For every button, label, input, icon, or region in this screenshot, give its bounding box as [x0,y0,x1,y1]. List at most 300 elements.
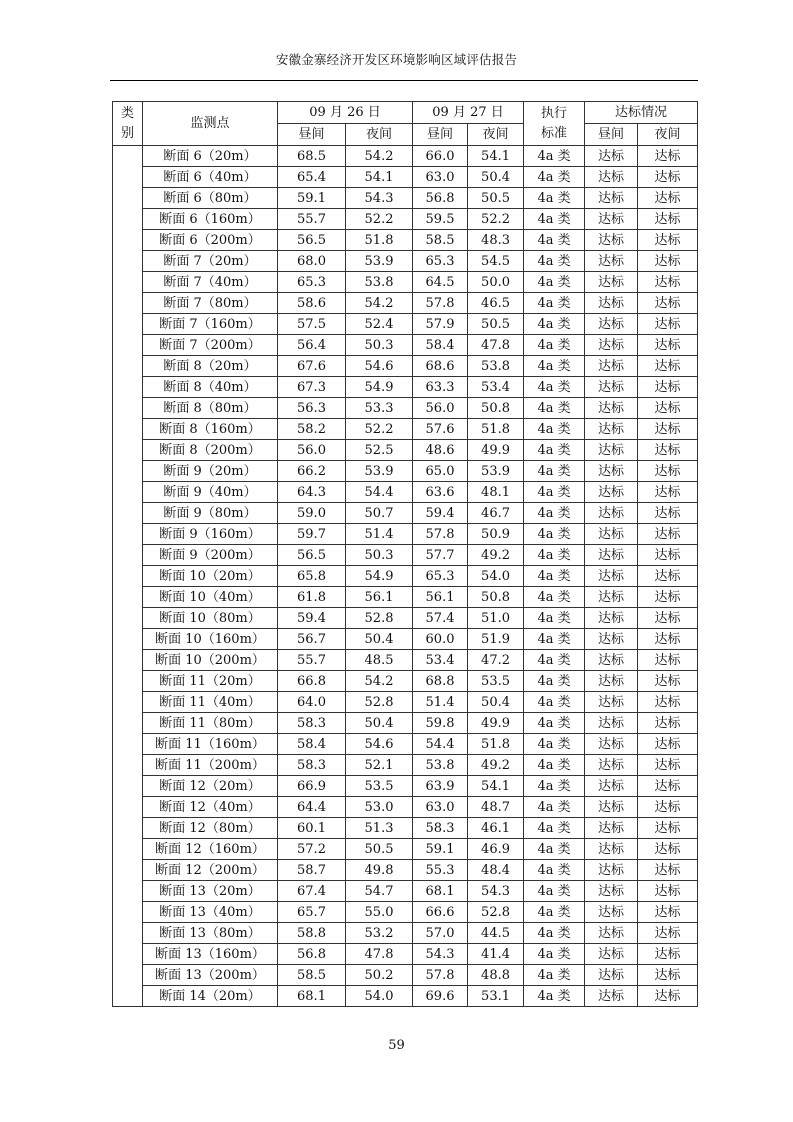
cell-standard: 4a 类 [524,377,585,398]
cell-day-0927: 69.6 [413,986,468,1007]
cell-standard: 4a 类 [524,650,585,671]
cell-night-0926: 54.9 [346,566,413,587]
cell-night-0926: 53.0 [346,797,413,818]
cell-day-0927: 63.0 [413,167,468,188]
cell-night-0927: 54.3 [468,881,524,902]
cell-night-0926: 50.5 [346,839,413,860]
cell-monitoring-point: 断面 7（80m） [143,293,278,314]
cell-day-0926: 67.6 [278,356,346,377]
cell-category [113,146,143,1007]
cell-night-0926: 52.2 [346,419,413,440]
cell-day-compliance: 达标 [585,629,638,650]
cell-monitoring-point: 断面 9（160m） [143,524,278,545]
table-row [113,713,698,734]
cell-monitoring-point: 断面 12（80m） [143,818,278,839]
cell-day-0927: 57.6 [413,419,468,440]
cell-night-0927: 50.4 [468,167,524,188]
cell-standard: 4a 类 [524,188,585,209]
cell-night-compliance: 达标 [638,335,698,356]
cell-standard: 4a 类 [524,692,585,713]
table-row [113,944,698,965]
cell-night-0927: 54.1 [468,776,524,797]
cell-day-0927: 64.5 [413,272,468,293]
cell-night-0927: 53.1 [468,986,524,1007]
cell-monitoring-point: 断面 8（20m） [143,356,278,377]
table-row [113,608,698,629]
cell-day-compliance: 达标 [585,944,638,965]
table-row [113,587,698,608]
header-standard: 执行标准 [524,102,585,146]
cell-day-compliance: 达标 [585,566,638,587]
cell-night-0926: 54.6 [346,734,413,755]
cell-standard: 4a 类 [524,440,585,461]
table-row [113,209,698,230]
page-number: 59 [388,1038,405,1053]
header-night-compliance: 夜间 [638,124,698,146]
table-row [113,734,698,755]
table-row [113,230,698,251]
cell-night-0927: 54.0 [468,566,524,587]
cell-monitoring-point: 断面 12（200m） [143,860,278,881]
cell-standard: 4a 类 [524,797,585,818]
cell-night-compliance: 达标 [638,797,698,818]
cell-day-0926: 55.7 [278,209,346,230]
cell-night-0927: 51.0 [468,608,524,629]
cell-night-0927: 50.9 [468,524,524,545]
cell-night-0926: 47.8 [346,944,413,965]
table-row [113,629,698,650]
cell-night-0926: 54.0 [346,986,413,1007]
cell-night-0926: 53.3 [346,398,413,419]
cell-night-0926: 50.4 [346,713,413,734]
table-row [113,167,698,188]
cell-day-0926: 65.7 [278,902,346,923]
cell-monitoring-point: 断面 12（20m） [143,776,278,797]
cell-day-0926: 66.2 [278,461,346,482]
cell-monitoring-point: 断面 8（40m） [143,377,278,398]
cell-day-compliance: 达标 [585,314,638,335]
table-row [113,671,698,692]
table-row [113,860,698,881]
cell-night-0927: 50.8 [468,398,524,419]
header-date-0927: 09 月 27 日 [413,102,524,124]
cell-day-compliance: 达标 [585,398,638,419]
cell-standard: 4a 类 [524,902,585,923]
cell-monitoring-point: 断面 8（160m） [143,419,278,440]
table-row [113,776,698,797]
cell-night-0926: 54.2 [346,293,413,314]
cell-day-compliance: 达标 [585,251,638,272]
cell-day-0926: 60.1 [278,818,346,839]
cell-night-0926: 51.8 [346,230,413,251]
cell-day-0927: 58.5 [413,230,468,251]
cell-night-0927: 48.1 [468,482,524,503]
cell-night-compliance: 达标 [638,293,698,314]
cell-day-0926: 58.5 [278,965,346,986]
table-row [113,398,698,419]
cell-day-compliance: 达标 [585,755,638,776]
cell-monitoring-point: 断面 11（160m） [143,734,278,755]
cell-monitoring-point: 断面 6（200m） [143,230,278,251]
cell-night-compliance: 达标 [638,251,698,272]
cell-day-0926: 56.7 [278,629,346,650]
cell-monitoring-point: 断面 7（40m） [143,272,278,293]
table-header [113,102,698,146]
cell-night-0927: 53.5 [468,671,524,692]
header-day-0927: 昼间 [413,124,468,146]
cell-night-compliance: 达标 [638,776,698,797]
cell-day-0927: 55.3 [413,860,468,881]
cell-day-0926: 56.5 [278,545,346,566]
cell-monitoring-point: 断面 11（20m） [143,671,278,692]
table-row [113,377,698,398]
cell-day-0927: 68.8 [413,671,468,692]
cell-day-0926: 67.3 [278,377,346,398]
cell-night-compliance: 达标 [638,461,698,482]
cell-day-0927: 57.8 [413,965,468,986]
table-row [113,545,698,566]
cell-day-compliance: 达标 [585,923,638,944]
cell-night-0927: 48.3 [468,230,524,251]
cell-standard: 4a 类 [524,314,585,335]
cell-night-compliance: 达标 [638,209,698,230]
cell-night-compliance: 达标 [638,902,698,923]
table-row [113,314,698,335]
cell-day-0927: 51.4 [413,692,468,713]
cell-night-0927: 50.4 [468,692,524,713]
cell-night-compliance: 达标 [638,650,698,671]
cell-standard: 4a 类 [524,713,585,734]
cell-night-compliance: 达标 [638,671,698,692]
cell-day-compliance: 达标 [585,818,638,839]
cell-day-0926: 68.0 [278,251,346,272]
cell-monitoring-point: 断面 10（40m） [143,587,278,608]
cell-standard: 4a 类 [524,860,585,881]
cell-night-0927: 51.8 [468,419,524,440]
cell-night-0927: 49.9 [468,713,524,734]
table-row [113,881,698,902]
cell-day-compliance: 达标 [585,230,638,251]
cell-day-0927: 65.3 [413,251,468,272]
table-row [113,902,698,923]
cell-day-compliance: 达标 [585,965,638,986]
cell-monitoring-point: 断面 7（160m） [143,314,278,335]
table-row [113,251,698,272]
cell-night-0927: 46.7 [468,503,524,524]
cell-day-compliance: 达标 [585,734,638,755]
cell-day-compliance: 达标 [585,503,638,524]
cell-standard: 4a 类 [524,881,585,902]
cell-day-0926: 58.6 [278,293,346,314]
cell-day-0926: 65.4 [278,167,346,188]
cell-day-0927: 59.8 [413,713,468,734]
cell-night-0926: 49.8 [346,860,413,881]
table-row [113,419,698,440]
cell-day-0927: 53.4 [413,650,468,671]
cell-monitoring-point: 断面 13（80m） [143,923,278,944]
cell-night-0926: 52.1 [346,755,413,776]
table-row [113,146,698,167]
table-row [113,272,698,293]
cell-night-0927: 46.1 [468,818,524,839]
cell-night-0926: 50.4 [346,629,413,650]
cell-night-compliance: 达标 [638,608,698,629]
cell-standard: 4a 类 [524,293,585,314]
cell-night-0926: 53.2 [346,923,413,944]
cell-standard: 4a 类 [524,272,585,293]
cell-day-0927: 58.4 [413,335,468,356]
header-category: 类别 [113,102,143,146]
cell-day-compliance: 达标 [585,419,638,440]
cell-night-0926: 50.3 [346,335,413,356]
cell-night-0927: 50.5 [468,314,524,335]
cell-day-0927: 48.6 [413,440,468,461]
cell-monitoring-point: 断面 6（40m） [143,167,278,188]
cell-monitoring-point: 断面 9（80m） [143,503,278,524]
cell-standard: 4a 类 [524,545,585,566]
cell-night-compliance: 达标 [638,398,698,419]
cell-monitoring-point: 断面 10（200m） [143,650,278,671]
cell-monitoring-point: 断面 9（40m） [143,482,278,503]
table-row [113,188,698,209]
cell-day-0927: 68.1 [413,881,468,902]
cell-night-0926: 50.2 [346,965,413,986]
cell-day-0926: 56.0 [278,440,346,461]
cell-standard: 4a 类 [524,461,585,482]
cell-standard: 4a 类 [524,356,585,377]
cell-night-0926: 55.0 [346,902,413,923]
cell-night-compliance: 达标 [638,188,698,209]
cell-monitoring-point: 断面 7（20m） [143,251,278,272]
cell-standard: 4a 类 [524,398,585,419]
cell-day-0926: 59.4 [278,608,346,629]
cell-night-0926: 54.6 [346,356,413,377]
cell-day-0927: 60.0 [413,629,468,650]
cell-night-0927: 49.2 [468,755,524,776]
cell-day-0926: 66.9 [278,776,346,797]
cell-night-0926: 53.9 [346,461,413,482]
cell-monitoring-point: 断面 10（160m） [143,629,278,650]
cell-day-0927: 68.6 [413,356,468,377]
cell-night-0926: 52.8 [346,692,413,713]
cell-night-compliance: 达标 [638,482,698,503]
cell-standard: 4a 类 [524,923,585,944]
cell-day-0927: 66.6 [413,902,468,923]
cell-day-0926: 57.2 [278,839,346,860]
cell-night-0927: 44.5 [468,923,524,944]
table-row [113,965,698,986]
cell-day-compliance: 达标 [585,167,638,188]
cell-day-compliance: 达标 [585,986,638,1007]
cell-night-0927: 50.0 [468,272,524,293]
table-row [113,818,698,839]
cell-day-0926: 64.0 [278,692,346,713]
cell-night-0926: 54.9 [346,377,413,398]
cell-night-0926: 53.5 [346,776,413,797]
cell-standard: 4a 类 [524,419,585,440]
cell-night-0927: 48.8 [468,965,524,986]
cell-night-compliance: 达标 [638,965,698,986]
cell-monitoring-point: 断面 8（80m） [143,398,278,419]
cell-day-0926: 59.7 [278,524,346,545]
cell-monitoring-point: 断面 13（20m） [143,881,278,902]
cell-night-0926: 54.7 [346,881,413,902]
cell-day-compliance: 达标 [585,272,638,293]
cell-day-0927: 63.3 [413,377,468,398]
cell-day-0926: 55.7 [278,650,346,671]
cell-night-compliance: 达标 [638,692,698,713]
cell-day-0927: 56.8 [413,188,468,209]
cell-day-0927: 54.4 [413,734,468,755]
cell-day-0926: 68.1 [278,986,346,1007]
cell-night-compliance: 达标 [638,503,698,524]
cell-monitoring-point: 断面 6（80m） [143,188,278,209]
cell-standard: 4a 类 [524,587,585,608]
cell-day-0926: 68.5 [278,146,346,167]
cell-day-compliance: 达标 [585,440,638,461]
cell-monitoring-point: 断面 7（200m） [143,335,278,356]
cell-night-0927: 52.8 [468,902,524,923]
cell-day-0927: 59.4 [413,503,468,524]
cell-day-compliance: 达标 [585,293,638,314]
cell-day-0927: 57.9 [413,314,468,335]
cell-night-compliance: 达标 [638,629,698,650]
cell-monitoring-point: 断面 11（40m） [143,692,278,713]
cell-day-0926: 65.8 [278,566,346,587]
cell-day-compliance: 达标 [585,860,638,881]
cell-day-compliance: 达标 [585,839,638,860]
table-row [113,356,698,377]
cell-standard: 4a 类 [524,986,585,1007]
cell-day-compliance: 达标 [585,482,638,503]
cell-standard: 4a 类 [524,503,585,524]
cell-night-0926: 52.4 [346,314,413,335]
header-night-0926: 夜间 [346,124,413,146]
cell-day-compliance: 达标 [585,188,638,209]
cell-day-0926: 67.4 [278,881,346,902]
cell-standard: 4a 类 [524,608,585,629]
cell-night-0926: 50.7 [346,503,413,524]
cell-day-0927: 63.0 [413,797,468,818]
cell-night-0927: 46.5 [468,293,524,314]
cell-day-0927: 58.3 [413,818,468,839]
cell-day-0927: 57.4 [413,608,468,629]
cell-night-compliance: 达标 [638,419,698,440]
cell-night-compliance: 达标 [638,167,698,188]
cell-day-compliance: 达标 [585,776,638,797]
cell-night-0927: 50.5 [468,188,524,209]
table-row [113,566,698,587]
table-row [113,839,698,860]
cell-night-compliance: 达标 [638,230,698,251]
cell-day-0926: 64.4 [278,797,346,818]
cell-standard: 4a 类 [524,734,585,755]
cell-day-0926: 56.8 [278,944,346,965]
cell-day-0926: 58.3 [278,713,346,734]
cell-night-0926: 54.2 [346,146,413,167]
cell-night-0927: 54.1 [468,146,524,167]
header-date-0926: 09 月 26 日 [278,102,413,124]
cell-night-0927: 53.4 [468,377,524,398]
cell-night-0926: 53.8 [346,272,413,293]
cell-night-0926: 54.4 [346,482,413,503]
cell-day-compliance: 达标 [585,608,638,629]
cell-day-0926: 57.5 [278,314,346,335]
cell-day-0926: 58.4 [278,734,346,755]
table-row [113,524,698,545]
table-row [113,440,698,461]
cell-night-0926: 51.4 [346,524,413,545]
cell-night-compliance: 达标 [638,881,698,902]
table-row [113,335,698,356]
cell-monitoring-point: 断面 6（160m） [143,209,278,230]
cell-day-0926: 58.3 [278,755,346,776]
cell-standard: 4a 类 [524,818,585,839]
cell-day-0926: 59.0 [278,503,346,524]
cell-standard: 4a 类 [524,209,585,230]
cell-day-compliance: 达标 [585,587,638,608]
cell-day-0926: 56.4 [278,335,346,356]
cell-night-compliance: 达标 [638,356,698,377]
cell-standard: 4a 类 [524,524,585,545]
cell-night-compliance: 达标 [638,986,698,1007]
cell-night-compliance: 达标 [638,524,698,545]
cell-night-0927: 51.9 [468,629,524,650]
cell-monitoring-point: 断面 9（200m） [143,545,278,566]
cell-standard: 4a 类 [524,167,585,188]
table-row [113,692,698,713]
cell-night-compliance: 达标 [638,839,698,860]
cell-night-0927: 49.9 [468,440,524,461]
document-header-title: 安徽金寨经济开发区环境影响区域评估报告 [275,52,518,67]
cell-night-compliance: 达标 [638,923,698,944]
cell-standard: 4a 类 [524,839,585,860]
cell-monitoring-point: 断面 14（20m） [143,986,278,1007]
cell-monitoring-point: 断面 13（200m） [143,965,278,986]
cell-day-0926: 56.5 [278,230,346,251]
cell-night-0927: 47.2 [468,650,524,671]
cell-monitoring-point: 断面 11（200m） [143,755,278,776]
cell-day-0926: 64.3 [278,482,346,503]
cell-day-0927: 53.8 [413,755,468,776]
header-day-0926: 昼间 [278,124,346,146]
cell-monitoring-point: 断面 8（200m） [143,440,278,461]
cell-day-0927: 63.9 [413,776,468,797]
cell-monitoring-point: 断面 13（40m） [143,902,278,923]
cell-night-0927: 53.8 [468,356,524,377]
cell-night-0927: 54.5 [468,251,524,272]
table-row [113,797,698,818]
table-row [113,923,698,944]
table-row [113,482,698,503]
cell-day-0926: 61.8 [278,587,346,608]
cell-day-0927: 56.1 [413,587,468,608]
cell-standard: 4a 类 [524,776,585,797]
cell-night-compliance: 达标 [638,734,698,755]
cell-monitoring-point: 断面 13（160m） [143,944,278,965]
cell-day-compliance: 达标 [585,545,638,566]
cell-standard: 4a 类 [524,251,585,272]
cell-night-compliance: 达标 [638,860,698,881]
cell-standard: 4a 类 [524,965,585,986]
cell-day-compliance: 达标 [585,650,638,671]
cell-day-0927: 66.0 [413,146,468,167]
cell-day-compliance: 达标 [585,713,638,734]
cell-day-compliance: 达标 [585,377,638,398]
cell-night-0926: 52.8 [346,608,413,629]
cell-standard: 4a 类 [524,146,585,167]
cell-monitoring-point: 断面 12（40m） [143,797,278,818]
